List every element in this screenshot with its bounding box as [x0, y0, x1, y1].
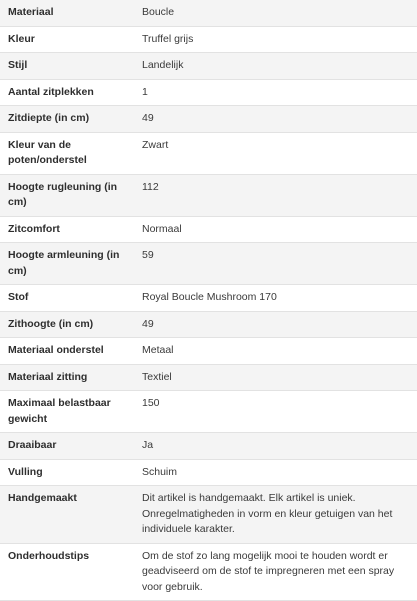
spec-label: Stijl — [0, 53, 140, 80]
spec-row-stof — [0, 285, 417, 312]
spec-value: Textiel — [140, 364, 417, 391]
spec-label: Zitdiepte (in cm) — [0, 106, 140, 133]
spec-row-kleur — [0, 26, 417, 53]
spec-value: 112 — [140, 174, 417, 216]
spec-label: Maximaal belastbaar gewicht — [0, 391, 140, 433]
spec-row-aantal-zitplekken — [0, 79, 417, 106]
spec-value: Dit artikel is handgemaakt. Elk artikel is uniek. Onregelmatigheden in vorm en kleur getuigen van het individuele karakter. — [140, 486, 417, 544]
spec-value: Boucle — [140, 0, 417, 26]
spec-value: 1 — [140, 79, 417, 106]
spec-value: 59 — [140, 243, 417, 285]
spec-value: 49 — [140, 311, 417, 338]
spec-label: Materiaal — [0, 0, 140, 26]
spec-label: Kleur — [0, 26, 140, 53]
spec-value: Royal Boucle Mushroom 170 — [140, 285, 417, 312]
spec-row-draaibaar — [0, 433, 417, 460]
spec-value: Landelijk — [140, 53, 417, 80]
spec-row-hoogte-armleuning — [0, 243, 417, 285]
spec-label: Onderhoudstips — [0, 543, 140, 601]
spec-row-handgemaakt — [0, 486, 417, 544]
spec-value: 150 — [140, 391, 417, 433]
spec-value: Ja — [140, 433, 417, 460]
spec-label: Aantal zitplekken — [0, 79, 140, 106]
spec-row-zitcomfort — [0, 216, 417, 243]
spec-label: Materiaal zitting — [0, 364, 140, 391]
spec-row-stijl — [0, 53, 417, 80]
spec-value: Zwart — [140, 132, 417, 174]
spec-value: Truffel grijs — [140, 26, 417, 53]
spec-value: Schuim — [140, 459, 417, 486]
spec-label: Draaibaar — [0, 433, 140, 460]
spec-label: Materiaal onderstel — [0, 338, 140, 365]
spec-label: Vulling — [0, 459, 140, 486]
spec-row-hoogte-rugleuning — [0, 174, 417, 216]
spec-row-maximaal-belastbaar-gewicht — [0, 391, 417, 433]
spec-label: Kleur van de poten/onderstel — [0, 132, 140, 174]
spec-value: Om de stof zo lang mogelijk mooi te houden wordt er geadviseerd om de stof te impregneren met een spray voor gebruik. — [140, 543, 417, 601]
spec-row-onderhoudstips — [0, 543, 417, 601]
spec-label: Stof — [0, 285, 140, 312]
spec-row-kleur-poten — [0, 132, 417, 174]
spec-label: Zitcomfort — [0, 216, 140, 243]
spec-row-materiaal — [0, 0, 417, 26]
spec-value: Normaal — [140, 216, 417, 243]
spec-value: Metaal — [140, 338, 417, 365]
spec-label: Handgemaakt — [0, 486, 140, 544]
spec-label: Hoogte armleuning (in cm) — [0, 243, 140, 285]
spec-label: Hoogte rugleuning (in cm) — [0, 174, 140, 216]
spec-row-zithoogte — [0, 311, 417, 338]
spec-row-materiaal-zitting — [0, 364, 417, 391]
spec-row-zitdiepte — [0, 106, 417, 133]
spec-label: Zithoogte (in cm) — [0, 311, 140, 338]
spec-value: 49 — [140, 106, 417, 133]
spec-row-vulling — [0, 459, 417, 486]
spec-row-materiaal-onderstel — [0, 338, 417, 365]
